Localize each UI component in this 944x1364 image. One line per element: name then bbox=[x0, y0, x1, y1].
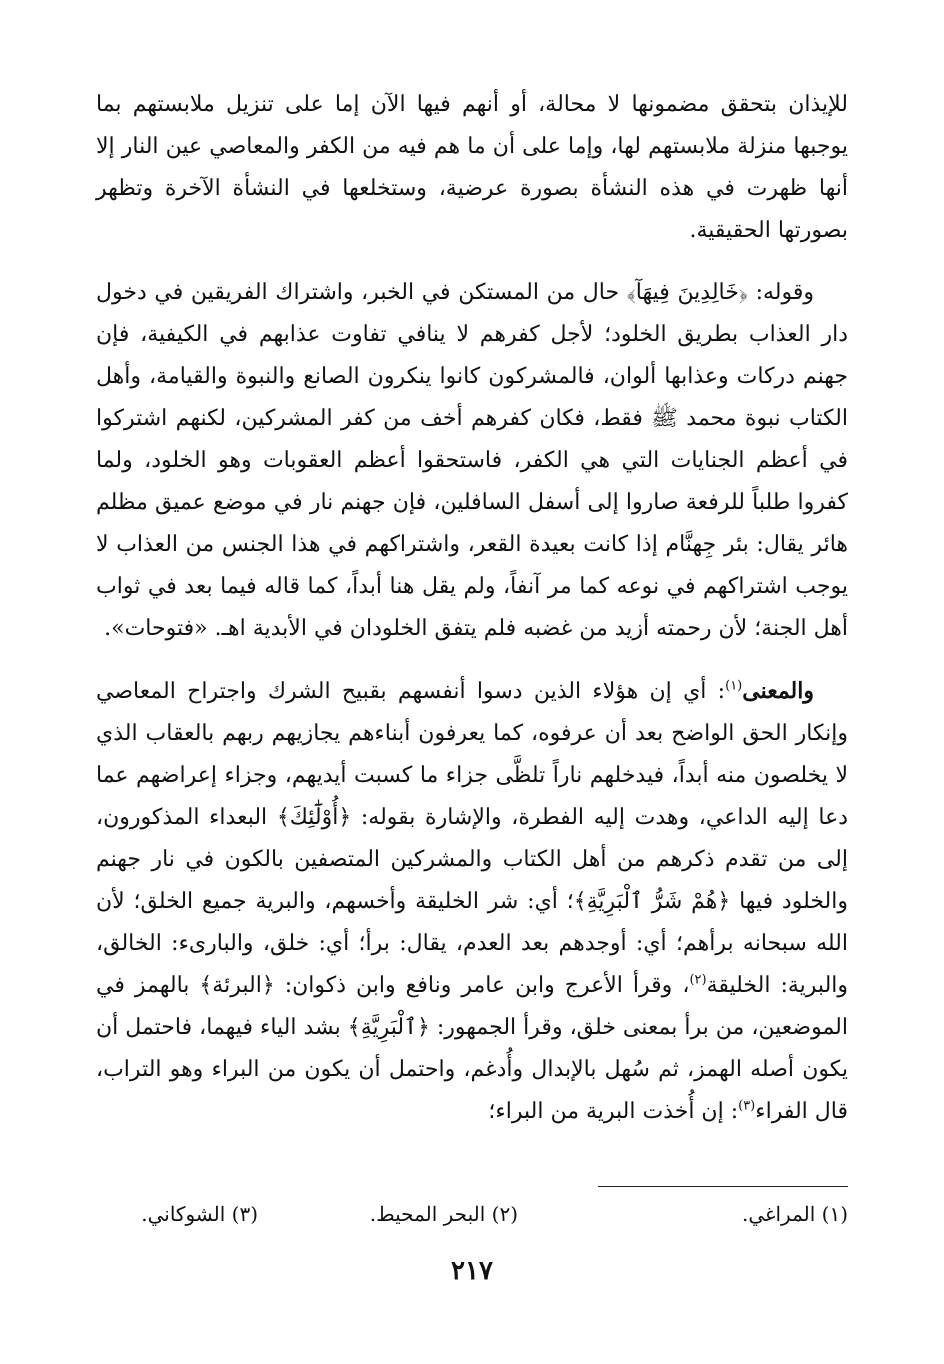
paragraph-3-text-c: : إن أُخذت البرية من البراء؛ bbox=[488, 1099, 739, 1124]
paragraph-3-text-b: ، وقرأ الأعرج وابن عامر ونافع وابن ذكوان: ﴿البرئة﴾ بالهمز في الموضعين، من برأ بمعنى خلق، وقرأ الجمهور: ﴿ٱلْبَرِيَّةِ﴾ بشد الياء فيهما، فاحتمل أن يكون أصله الهمز، ثم سُهل بالإبدال وأُدغم، واحتمل أن يكون من البراء وهو التراب، قال الفراء bbox=[96, 973, 848, 1124]
footnote-2: (٢) البحر المحيط. bbox=[369, 1202, 518, 1226]
footnote-3: (٣) الشوكاني. bbox=[141, 1202, 258, 1226]
footnote-divider bbox=[598, 1186, 848, 1187]
footnote-ref-1: (١) bbox=[725, 678, 743, 694]
footnote-1: (١) المراغي. bbox=[741, 1202, 848, 1226]
paragraph-2: وقوله: ﴿خَالِدِينَ فِيهَآ﴾ حال من المستكن في الخبر، واشتراك الفريقين في دخول دار العذاب بطريق الخلود؛ لأجل كفرهم لا ينافي تفاوت عذابهم في الكيفية، فإن جهنم دركات وعذابها ألوان، فالمشركون كانوا ينكرون الصانع والنبوة والقيامة، وأهل الكتاب نبوة محمد ﷺ فقط، فكان كفرهم أخف من كفر المشركين، لكنهم اشتركوا في أعظم الجنايات التي هي الكفر، فاستحقوا أعظم العقوبات وهو الخلود، ولما كفروا طلباً للرفعة صاروا إلى أسفل السافلين، فإن جهنم نار في موضع عميق مظلم هائر يقال: بئر جِهنَّام إذا كانت بعيدة القعر، واشتراكهم في هذا الجنس من العذاب لا يوجب اشتراكهم في نوعه كما مر آنفاً، ولم يقل هنا أبداً، كما قاله فيما بعد في ثواب أهل الجنة؛ لأن رحمته أزيد من غضبه فلم يتفق الخلودان في الأبدية اهـ. «فتوحات». bbox=[96, 280, 848, 641]
paragraph-3 bbox=[96, 670, 848, 1133]
paragraph-3-lead: والمعنى bbox=[742, 678, 814, 704]
footnote-ref-3: (٣) bbox=[738, 1098, 756, 1114]
main-text bbox=[96, 84, 848, 1133]
footnote-ref-2: (٢) bbox=[689, 972, 707, 988]
page-number: ٢١٧ bbox=[451, 1256, 493, 1286]
footnotes bbox=[96, 1194, 848, 1234]
paragraph-3-text-a: : أي إن هؤلاء الذين دسوا أنفسهم بقبيح الشرك واجتراح المعاصي وإنكار الحق الواضح بعد أن عرفوه، كما يعرفون أبناءهم يجازيهم ربهم بالعقاب الذي لا يخلصون منه أبداً، فيدخلهم ناراً تلظَّى جزاء ما كسبت أيديهم، وجزاء إعراضهم عما دعا إليه الداعي، وهدت إليه الفطرة، والإشارة بقوله: ﴿أُوْلَٰٓئِكَ﴾ البعداء المذكورون، إلى من تقدم ذكرهم من أهل الكتاب والمشركين المتصفين بالكون في نار جهنم والخلود فيها ﴿هُمْ شَرُّ ٱلْبَرِيَّةِ﴾؛ أي: شر الخليقة وأخسهم، والبرية جميع الخلق؛ لأن الله سبحانه برأهم؛ أي: أوجدهم بعد العدم، يقال: برأ؛ أي: خلق، والبارىء: الخالق، والبرية: الخليقة bbox=[96, 679, 849, 998]
paragraph-1: للإيذان بتحقق مضمونها لا محالة، أو أنهم فيها الآن إما على تنزيل ملابستهم بما يوجبها منزلة ملابستهم لها، وإما على أن ما هم فيه من الكفر والمعاصي عين النار إلا أنها ظهرت في هذه النشأة بصورة عرضية، وستخلعها في النشأة الآخرة وتظهر بصورتها الحقيقية. bbox=[96, 92, 848, 243]
